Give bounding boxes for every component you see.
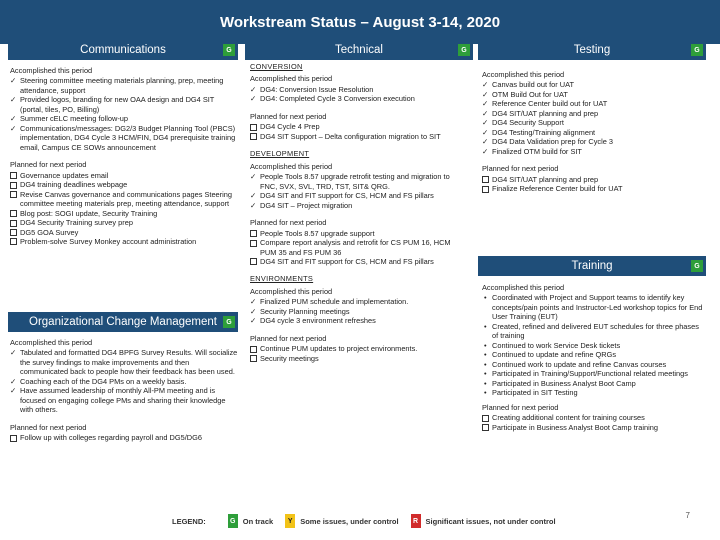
- environments-title: ENVIRONMENTS: [250, 274, 314, 284]
- environments-planned-title: Planned for next period: [250, 333, 327, 343]
- list-item: • Participated in Training/Support/Functional related meetings: [482, 369, 704, 378]
- list-item: • Continued to update and refine QRGs: [482, 350, 704, 359]
- list-item: DG4 Security Training survey prep: [10, 218, 238, 227]
- development-accomplished-list: [250, 172, 468, 210]
- communications-status-badge: G: [223, 44, 235, 56]
- legend-red-text: Significant issues, not under control: [425, 516, 556, 526]
- list-item: ✓ People Tools 8.57 upgrade retrofit testing and migration to FNC, SVX, SVL, TRD, TST, SIT& QRG.: [250, 172, 468, 191]
- testing-accomplished-list: [482, 80, 704, 156]
- list-item: DG4 SIT and FIT support for CS, HCM and FS pillars: [250, 257, 468, 266]
- communications-planned-list: [10, 171, 238, 247]
- technical-heading: Technical: [335, 44, 383, 56]
- communications-accomplished-list: [10, 76, 238, 152]
- communications-accomplished-title: Accomplished this period: [10, 66, 93, 75]
- training-planned-title: Planned for next period: [482, 402, 559, 412]
- list-item: ✓ OTM Build Out for UAT: [482, 90, 704, 99]
- list-item: ✓ DG4: Conversion Issue Resolution: [250, 85, 468, 94]
- conversion-planned-list: [250, 122, 468, 141]
- conversion-accomplished-list: [250, 85, 468, 104]
- list-item: Blog post: SOGI update, Security Training: [10, 209, 238, 218]
- technical-status-badge: G: [458, 44, 470, 56]
- testing-planned-title: Planned for next period: [482, 164, 559, 174]
- list-item: ✓ Tabulated and formatted DG4 BPFG Survey Results. Will socialize the survey findings to make improvements and then communicated back to people how their feedback has been used.: [10, 348, 238, 376]
- development-planned-title: Planned for next period: [250, 218, 327, 228]
- page-number: 7: [685, 511, 690, 520]
- ocm-planned-title: Planned for next period: [10, 422, 87, 432]
- training-status-badge: G: [691, 260, 703, 272]
- list-item: Creating additional content for training courses: [482, 413, 704, 422]
- communications-heading: Communications: [80, 44, 166, 56]
- communications-panel: [10, 66, 238, 246]
- list-item: ✓ Provided logos, branding for new OAA design and DG4 SIT (portal, tiles, PO, Billing): [10, 95, 238, 114]
- testing-accomplished-title: Accomplished this period: [482, 70, 565, 79]
- list-item: ✓ DG4 SIT – Project migration: [250, 201, 468, 210]
- list-item: DG4 training deadlines webpage: [10, 180, 238, 189]
- ocm-heading: Organizational Change Management: [29, 316, 217, 328]
- ocm-status-badge: G: [223, 316, 235, 328]
- conversion-title: CONVERSION: [250, 62, 303, 71]
- list-item: ✓ Summer cELC meeting follow-up: [10, 114, 238, 123]
- ocm-accomplished-list: [10, 348, 238, 414]
- list-item: ✓ DG4: Completed Cycle 3 Conversion execution: [250, 94, 468, 103]
- communications-planned-title: Planned for next period: [10, 160, 87, 170]
- list-item: • Participated in SIT Testing: [482, 388, 704, 397]
- list-item: Participate in Business Analyst Boot Camp training: [482, 423, 704, 432]
- environments-planned-list: [250, 344, 468, 363]
- list-item: ✓ Communications/messages: DG2/3 Budget Planning Tool (PBCS) implementation, DG4 Cycle 3 HCM/FIN, DG4 prerequisite training email, Campus CE SOWs announcement: [10, 124, 238, 152]
- list-item: • Continued to work Service Desk tickets: [482, 341, 704, 350]
- ocm-planned-list: [10, 433, 238, 442]
- list-item: Revise Canvas governance and communications pages Steering committee meeting materials prep, meeting attendance, support: [10, 190, 238, 209]
- ocm-panel: [10, 338, 238, 443]
- ocm-header: [8, 312, 238, 332]
- list-item: ✓ Canvas build out for UAT: [482, 80, 704, 89]
- list-item: DG4 SIT Support – Delta configuration migration to SIT: [250, 132, 468, 141]
- development-planned-list: [250, 229, 468, 267]
- training-heading: Training: [571, 260, 613, 272]
- legend-yellow-text: Some issues, under control: [300, 516, 399, 526]
- page-title: Workstream Status – August 3-14, 2020: [219, 13, 501, 31]
- list-item: Continue PUM updates to project environments.: [250, 344, 468, 353]
- list-item: ✓ Steering committee meeting materials planning, prep, meeting attendance, support: [10, 76, 238, 95]
- ocm-accomplished-title: Accomplished this period: [10, 338, 93, 347]
- training-planned-list: [482, 413, 704, 432]
- list-item: Finalize Reference Center build for UAT: [482, 184, 704, 193]
- technical-header: [245, 40, 473, 60]
- list-item: • Continued work to update and refine Canvas courses: [482, 360, 704, 369]
- list-item: ✓ Have assumed leadership of monthly All-PM meeting and is focused on engaging college PMs and sharing their knowledge with others.: [10, 386, 238, 414]
- list-item: People Tools 8.57 upgrade support: [250, 229, 468, 238]
- training-accomplished-title: Accomplished this period: [482, 283, 565, 292]
- legend-green-text: On track: [242, 516, 274, 526]
- training-header: [478, 256, 706, 276]
- list-item: DG4 SIT/UAT planning and prep: [482, 175, 704, 184]
- environments-accomplished-title: Accomplished this period: [250, 286, 333, 296]
- conversion-planned-title: Planned for next period: [250, 111, 327, 121]
- testing-heading: Testing: [573, 44, 611, 56]
- list-item: ✓ Finalized OTM build for SIT: [482, 147, 704, 156]
- training-panel: [482, 283, 704, 432]
- list-item: Governance updates email: [10, 171, 238, 180]
- testing-status-badge: G: [691, 44, 703, 56]
- list-item: ✓ DG4 SIT and FIT support for CS, HCM and FS pillars: [250, 191, 468, 200]
- list-item: ✓ DG4 Data Validation prep for Cycle 3: [482, 137, 704, 146]
- list-item: ✓ Finalized PUM schedule and implementation.: [250, 297, 468, 306]
- legend-yellow-swatch: Y: [285, 514, 295, 528]
- development-accomplished-title: Accomplished this period: [250, 161, 333, 171]
- list-item: ✓ Coaching each of the DG4 PMs on a weekly basis.: [10, 377, 238, 386]
- technical-panel: [250, 62, 468, 363]
- list-item: Problem-solve Survey Monkey account administration: [10, 237, 238, 246]
- list-item: Follow up with colleges regarding payroll and DG5/DG6: [10, 433, 238, 442]
- legend-green-swatch: G: [228, 514, 238, 528]
- environments-accomplished-list: [250, 297, 468, 325]
- list-item: DG5 GOA Survey: [10, 228, 238, 237]
- list-item: ✓ DG4 SIT/UAT planning and prep: [482, 109, 704, 118]
- list-item: • Participated in Business Analyst Boot Camp: [482, 379, 704, 388]
- list-item: Compare report analysis and retrofit for CS PUM 16, HCM PUM 35 and FS PUM 36: [250, 238, 468, 257]
- development-title: DEVELOPMENT: [250, 149, 310, 159]
- training-accomplished-list: [482, 293, 704, 397]
- list-item: ✓ DG4 Security Support: [482, 118, 704, 127]
- list-item: • Created, refined and delivered EUT schedules for three phases of training: [482, 322, 704, 341]
- list-item: ✓ DG4 cycle 3 environment refreshes: [250, 316, 468, 325]
- list-item: Security meetings: [250, 354, 468, 363]
- list-item: ✓ Security Planning meetings: [250, 307, 468, 316]
- legend: [172, 513, 568, 529]
- testing-header: [478, 40, 706, 60]
- conversion-accomplished-title: Accomplished this period: [250, 74, 333, 84]
- testing-planned-list: [482, 175, 704, 194]
- list-item: • Coordinated with Project and Support teams to identify key concepts/pain points and Instructor-Led workshop topics for End User Training (EUT): [482, 293, 704, 321]
- list-item: DG4 Cycle 4 Prep: [250, 122, 468, 131]
- list-item: ✓ Reference Center build out for UAT: [482, 99, 704, 108]
- legend-red-swatch: R: [411, 514, 421, 528]
- legend-label: LEGEND:: [172, 516, 206, 526]
- communications-header: [8, 40, 238, 60]
- testing-panel: [482, 70, 704, 194]
- list-item: ✓ DG4 Testing/Training alignment: [482, 128, 704, 137]
- title-bar: [0, 0, 720, 44]
